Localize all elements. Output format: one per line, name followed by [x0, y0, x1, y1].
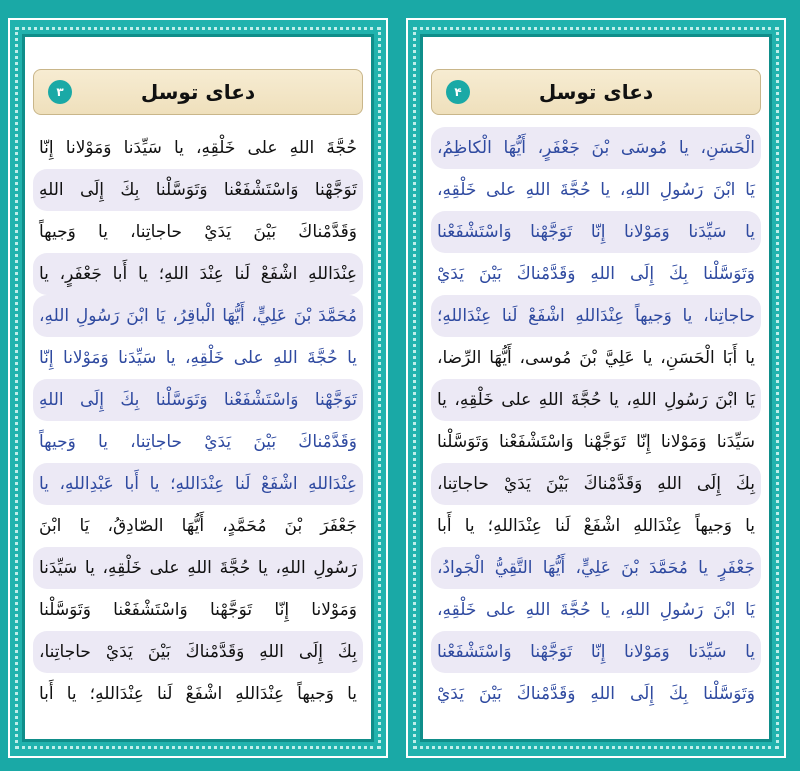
prayer-line: وَمَوْلانا إِنّا تَوَجَّهْنا وَاسْتَشْفَعْنا وَتَوَسَّلْنا	[39, 600, 357, 620]
prayer-line: جَعْفَرٍ یا مُحَمَّدَ بْنَ عَلِيٍّ، أَيُّهَا التَّقِيُّ الْجَوادُ،	[431, 547, 761, 589]
right-page-text	[431, 127, 761, 715]
left-page	[8, 18, 388, 758]
prayer-line: وَقَدَّمْناكَ بَيْنَ يَدَيْ حاجاتِنا، یا وَجیهاً	[39, 222, 357, 242]
prayer-line: جَعْفَرَ بْنَ مُحَمَّدٍ، أَيُّهَا الصّادِقُ، يَا ابْنَ	[39, 516, 357, 536]
right-page-frame	[420, 34, 772, 742]
prayer-line: حاجاتِنا، يا وَجیهاً عِنْدَاللهِ اشْفَعْ لَنا عِنْدَاللهِ؛	[431, 295, 761, 337]
right-page-number: ۴	[446, 80, 470, 104]
prayer-line: مُحَمَّدَ بْنَ عَلِيٍّ، أَيُّهَا الْباقِرُ، يَا ابْنَ رَسُولِ اللهِ،	[33, 295, 363, 337]
prayer-line: حُجَّةَ اللهِ علی خَلْقِهِ، یا سَیِّدَنا وَمَوْلانا إِنّا	[39, 138, 357, 158]
prayer-line: یا سَیِّدَنا وَمَوْلانا إِنّا تَوَجَّهْنا وَاسْتَشْفَعْنا	[431, 211, 761, 253]
prayer-line: يَا ابْنَ رَسُولِ اللهِ، یا حُجَّةَ اللهِ علی خَلْقِهِ،	[437, 180, 755, 200]
prayer-line: یا سَیِّدَنا وَمَوْلانا إِنّا تَوَجَّهْنا وَاسْتَشْفَعْنا	[431, 631, 761, 673]
prayer-line: الْحَسَنِ، یا مُوسَى بْنَ جَعْفَرٍ، أَيُّهَا الْكاظِمُ،	[431, 127, 761, 169]
right-page-title: دعای توسل	[538, 80, 654, 104]
prayer-line: بِكَ إِلَى اللهِ وَقَدَّمْناكَ بَيْنَ يَدَيْ حاجاتِنا،	[431, 463, 761, 505]
left-page-title: دعای توسل	[140, 80, 256, 104]
right-page-header	[431, 69, 761, 115]
left-page-text	[33, 127, 363, 715]
left-page-header	[33, 69, 363, 115]
prayer-line: رَسُولِ اللهِ، یا حُجَّةَ اللهِ علی خَلْقِهِ، یا سَیِّدَنا	[33, 547, 363, 589]
left-page-frame	[22, 34, 374, 742]
prayer-line: يَا ابْنَ رَسُولِ اللهِ، یا حُجَّةَ اللهِ علی خَلْقِهِ، یا	[431, 379, 761, 421]
prayer-line: عِنْدَاللهِ اشْفَعْ لَنا عِنْدَاللهِ؛ یا أَبا عَبْدِاللهِ، یا	[33, 463, 363, 505]
right-page	[406, 18, 786, 758]
prayer-line: وَقَدَّمْناكَ بَيْنَ يَدَيْ حاجاتِنا، یا وَجیهاً	[39, 432, 357, 452]
prayer-line: وَتَوَسَّلْنا بِكَ إِلَى اللهِ وَقَدَّمْناكَ بَيْنَ يَدَيْ	[437, 684, 755, 704]
prayer-line: تَوَجَّهْنا وَاسْتَشْفَعْنا وَتَوَسَّلْنا بِكَ إِلَى اللهِ	[33, 379, 363, 421]
prayer-line: یا حُجَّةَ اللهِ علی خَلْقِهِ، یا سَیِّدَنا وَمَوْلانا إِنّا	[39, 348, 357, 368]
left-page-number: ۳	[48, 80, 72, 104]
prayer-line: یا وَجیهاً عِنْدَاللهِ اشْفَعْ لَنا عِنْدَاللهِ؛ یا أَبا	[437, 516, 755, 536]
prayer-line: يَا ابْنَ رَسُولِ اللهِ، یا حُجَّةَ اللهِ علی خَلْقِهِ،	[437, 600, 755, 620]
prayer-line: وَتَوَسَّلْنا بِكَ إِلَى اللهِ وَقَدَّمْناكَ بَيْنَ يَدَيْ	[437, 264, 755, 284]
prayer-line: سَیِّدَنا وَمَوْلانا إِنّا تَوَجَّهْنا وَاسْتَشْفَعْنا وَتَوَسَّلْنا	[437, 432, 755, 452]
prayer-line: یا وَجیهاً عِنْدَاللهِ اشْفَعْ لَنا عِنْدَاللهِ؛ یا أَبا	[39, 684, 357, 704]
prayer-line: تَوَجَّهْنا وَاسْتَشْفَعْنا وَتَوَسَّلْنا بِكَ إِلَى اللهِ	[33, 169, 363, 211]
prayer-line: عِنْدَاللهِ اشْفَعْ لَنا عِنْدَ اللهِ؛ یا أَبا جَعْفَرٍ، یا	[33, 253, 363, 295]
prayer-line: یا أَبَا الْحَسَنِ، یا عَلِيَّ بْنَ مُوسى، أَيُّهَا الرِّضا،	[437, 348, 755, 368]
prayer-line: بِكَ إِلَى اللهِ وَقَدَّمْناكَ بَيْنَ يَدَيْ حاجاتِنا،	[33, 631, 363, 673]
